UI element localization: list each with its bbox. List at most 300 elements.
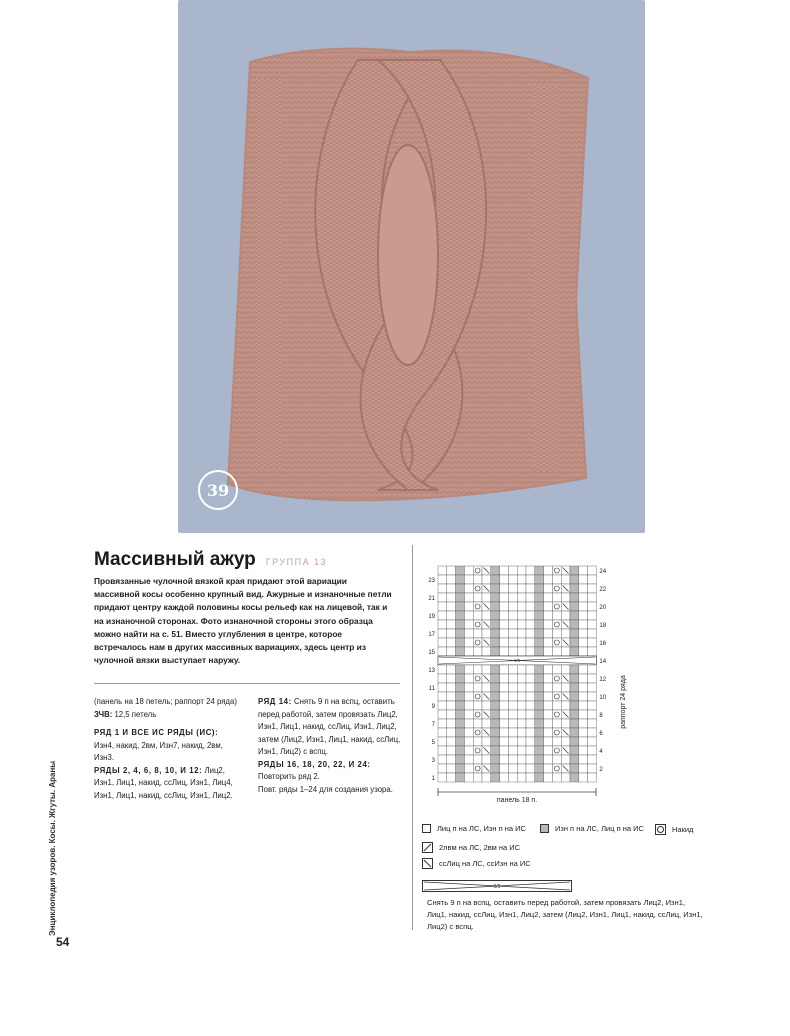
legend-knit-text: Лиц п на ЛС, Изн п на ИС — [437, 824, 526, 833]
chart-cell — [579, 764, 588, 773]
chart-cell — [438, 665, 447, 674]
row-label-left: 1 — [431, 776, 435, 782]
chart-cell — [535, 593, 544, 602]
chart-cell — [482, 773, 491, 782]
chart-cell — [579, 683, 588, 692]
rows-2-heading: РЯДЫ 2, 4, 6, 8, 10, И 12: — [94, 765, 203, 775]
chart-cell — [473, 737, 482, 746]
chart-cell — [438, 611, 447, 620]
chart-cell — [561, 665, 570, 674]
chart-cell — [438, 692, 447, 701]
chart-cell — [552, 710, 561, 719]
chart-cell — [552, 584, 561, 593]
panel-info: (панель на 18 петель; раппорт 24 ряда) — [94, 697, 237, 706]
chart-cell — [570, 728, 579, 737]
chart-cell — [526, 638, 535, 647]
chart-cell — [561, 683, 570, 692]
chart-cell — [500, 638, 509, 647]
chart-cell — [508, 764, 517, 773]
chart-cell — [508, 584, 517, 593]
row-label-right: 14 — [599, 659, 607, 665]
chart-cell — [579, 719, 588, 728]
chart-cell — [500, 674, 509, 683]
chart-cell — [526, 755, 535, 764]
chart-cell — [588, 665, 597, 674]
chart-cell — [508, 647, 517, 656]
chart-cell — [526, 719, 535, 728]
chart-cell — [517, 638, 526, 647]
chart-cell — [456, 710, 465, 719]
row-label-right: 10 — [599, 695, 607, 701]
chart-cell — [482, 719, 491, 728]
chart-cell — [544, 764, 553, 773]
chart-cell — [447, 647, 456, 656]
chart-cell — [535, 701, 544, 710]
chart-cell — [473, 674, 482, 683]
chart-cell — [508, 728, 517, 737]
row-1-text: Изн4, накид, 2вм, Изн7, накид, 2вм, Изн3. — [94, 740, 223, 762]
chart-cell — [438, 710, 447, 719]
chart-cell — [491, 620, 500, 629]
chart-cell — [552, 620, 561, 629]
chart-cell — [570, 719, 579, 728]
chart-cell — [535, 647, 544, 656]
chart-cell — [544, 701, 553, 710]
row-label-left: 15 — [428, 650, 435, 656]
chart-cell — [500, 683, 509, 692]
chart-cell — [464, 638, 473, 647]
gauge-line — [94, 709, 244, 722]
chart-cell — [517, 566, 526, 575]
row-14-line — [258, 696, 404, 759]
legend-k2tog — [422, 842, 520, 853]
chart-cell — [456, 719, 465, 728]
chart-cell — [579, 746, 588, 755]
legend-yo — [655, 824, 693, 835]
chart-cell — [447, 638, 456, 647]
chart-cell — [535, 737, 544, 746]
chart-cell — [588, 566, 597, 575]
chart-cell — [544, 611, 553, 620]
chart-cell — [500, 602, 509, 611]
chart-cell — [588, 584, 597, 593]
chart-cell — [473, 665, 482, 674]
chart-cell — [508, 701, 517, 710]
chart-cell — [588, 620, 597, 629]
chart-cell — [535, 773, 544, 782]
chart-cell — [579, 566, 588, 575]
chart-cell — [552, 755, 561, 764]
chart-cell — [570, 755, 579, 764]
chart-cell — [535, 674, 544, 683]
chart-cell — [508, 683, 517, 692]
chart-cell — [579, 602, 588, 611]
chart-cell — [473, 611, 482, 620]
chart-cell — [535, 566, 544, 575]
row-label-right: 24 — [599, 569, 607, 575]
chart-cell — [570, 620, 579, 629]
chart-cell — [447, 692, 456, 701]
chart-cell — [464, 764, 473, 773]
chart-cell — [500, 737, 509, 746]
row-label-right: 12 — [599, 677, 607, 683]
chart-cell — [456, 764, 465, 773]
chart-cell — [588, 611, 597, 620]
chart-cell — [535, 710, 544, 719]
chart-cell — [456, 602, 465, 611]
chart-cell — [464, 593, 473, 602]
chart-cell — [588, 602, 597, 611]
row-label-left: 19 — [428, 614, 435, 620]
chart-cell — [491, 611, 500, 620]
row-label-left: 5 — [431, 740, 435, 746]
chart-cell — [491, 737, 500, 746]
chart-cell — [447, 719, 456, 728]
chart-cell — [473, 701, 482, 710]
chart-cell — [535, 611, 544, 620]
chart-cell — [526, 764, 535, 773]
chart-cell — [552, 629, 561, 638]
chart-row-labels-right — [599, 569, 606, 773]
chart-cell — [517, 665, 526, 674]
chart-cell — [438, 764, 447, 773]
chart-cell — [500, 620, 509, 629]
chart-cell — [456, 701, 465, 710]
chart-cell — [535, 728, 544, 737]
chart-cell — [508, 773, 517, 782]
chart-grid — [438, 566, 596, 782]
chart-cell — [544, 773, 553, 782]
row-14-heading: РЯД 14: — [258, 697, 292, 706]
chart-cell — [508, 638, 517, 647]
chart-cell — [438, 638, 447, 647]
chart-cell — [588, 710, 597, 719]
chart-cell — [447, 728, 456, 737]
chart-cell — [456, 611, 465, 620]
chart-cell — [473, 638, 482, 647]
chart-cell — [473, 746, 482, 755]
chart-cell — [552, 746, 561, 755]
chart-cell — [447, 755, 456, 764]
chart-cell — [570, 584, 579, 593]
chart-cell — [552, 737, 561, 746]
row-label-left: 7 — [431, 722, 435, 728]
chart-cell — [552, 638, 561, 647]
chart-cell — [517, 728, 526, 737]
chart-cell — [491, 701, 500, 710]
chart-cell — [561, 575, 570, 584]
chart-cell — [535, 629, 544, 638]
chart-cell — [482, 575, 491, 584]
chart-cell — [544, 647, 553, 656]
chart-cell — [561, 719, 570, 728]
row-label-right: 2 — [599, 767, 603, 773]
chart-cell — [456, 647, 465, 656]
chart-cell — [517, 683, 526, 692]
cable-mark-label: 9/9 — [514, 658, 521, 663]
chart-cell — [438, 620, 447, 629]
knitting-chart — [424, 562, 644, 812]
chart-cell — [508, 566, 517, 575]
chart-cell — [482, 647, 491, 656]
chart-cell — [588, 719, 597, 728]
chart-cell — [544, 602, 553, 611]
chart-cell — [588, 701, 597, 710]
chart-cell — [552, 566, 561, 575]
chart-cell — [588, 737, 597, 746]
chart-cell — [526, 701, 535, 710]
chart-cell — [500, 692, 509, 701]
chart-cell — [570, 692, 579, 701]
chart-cell — [570, 746, 579, 755]
chart-cell — [535, 692, 544, 701]
chart-cell — [508, 755, 517, 764]
chart-cell — [544, 719, 553, 728]
chart-cell — [473, 773, 482, 782]
legend-purl — [540, 824, 644, 833]
chart-cell — [579, 692, 588, 701]
chart-cell — [456, 665, 465, 674]
chart-cell — [473, 593, 482, 602]
chart-cell — [464, 683, 473, 692]
book-title-sidebar: Энциклопедия узоров. Косы. Жгуты. Араны — [48, 760, 57, 936]
purl-symbol-icon — [540, 824, 549, 833]
chart-cell — [570, 665, 579, 674]
row-label-right: 16 — [599, 641, 607, 647]
chart-cell — [570, 647, 579, 656]
chart-cell — [517, 611, 526, 620]
chart-cell — [588, 692, 597, 701]
chart-cell — [456, 584, 465, 593]
chart-cell — [491, 755, 500, 764]
chart-cell — [491, 773, 500, 782]
chart-cell — [561, 629, 570, 638]
chart-cell — [464, 674, 473, 683]
chart-cell — [500, 611, 509, 620]
chart-row-labels-left — [428, 578, 435, 782]
chart-cell — [552, 719, 561, 728]
chart-cell — [552, 647, 561, 656]
chart-cell — [552, 773, 561, 782]
chart-cell — [579, 755, 588, 764]
chart-cell — [552, 674, 561, 683]
chart-cell — [544, 629, 553, 638]
chart-cell — [473, 692, 482, 701]
chart-cell — [535, 620, 544, 629]
chart-cell — [544, 728, 553, 737]
chart-cell — [447, 611, 456, 620]
chart-cell — [500, 665, 509, 674]
chart-cell — [588, 629, 597, 638]
row-label-left: 17 — [428, 632, 435, 638]
chart-cell — [491, 710, 500, 719]
chart-cell — [447, 683, 456, 692]
chart-cell — [500, 593, 509, 602]
chart-cell — [491, 629, 500, 638]
chart-cell — [482, 683, 491, 692]
chart-cell — [517, 755, 526, 764]
chart-cell — [570, 737, 579, 746]
row-label-left: 9 — [431, 704, 435, 710]
chart-cell — [588, 764, 597, 773]
chart-cell — [570, 575, 579, 584]
chart-cell — [500, 584, 509, 593]
chart-cell — [500, 755, 509, 764]
chart-cell — [456, 773, 465, 782]
chart-cell — [570, 710, 579, 719]
chart-cell — [517, 719, 526, 728]
chart-cell — [500, 575, 509, 584]
chart-cell — [500, 746, 509, 755]
chart-cell — [579, 593, 588, 602]
chart-cell — [517, 620, 526, 629]
chart-cell — [438, 647, 447, 656]
chart-cell — [579, 620, 588, 629]
chart-cell — [473, 602, 482, 611]
chart-cell — [588, 647, 597, 656]
chart-cell — [456, 593, 465, 602]
chart-cell — [500, 701, 509, 710]
chart-cell — [500, 719, 509, 728]
chart-cell — [500, 773, 509, 782]
chart-cell — [491, 584, 500, 593]
chart-cell — [561, 647, 570, 656]
gauge-label: ЗЧВ: — [94, 709, 113, 719]
chart-cell — [535, 638, 544, 647]
chart-cell — [447, 620, 456, 629]
chart-cell — [579, 584, 588, 593]
chart-cell — [508, 674, 517, 683]
chart-cell — [535, 683, 544, 692]
chart-cell — [588, 593, 597, 602]
chart-cell — [482, 755, 491, 764]
row-label-left: 13 — [428, 668, 435, 674]
chart-cell — [464, 620, 473, 629]
row-label-right: 20 — [599, 605, 607, 611]
chart-cell — [508, 737, 517, 746]
chart-cell — [438, 746, 447, 755]
pattern-number-badge: 39 — [198, 470, 238, 510]
chart-cell — [500, 647, 509, 656]
chart-cell — [456, 728, 465, 737]
chart-cell — [456, 566, 465, 575]
chart-cell — [526, 629, 535, 638]
chart-cell — [508, 593, 517, 602]
chart-cell — [438, 701, 447, 710]
chart-cell — [526, 647, 535, 656]
chart-cell — [447, 602, 456, 611]
chart-panel-label: панель 18 п. — [496, 797, 538, 804]
chart-cell — [508, 746, 517, 755]
chart-cell — [526, 746, 535, 755]
chart-cell — [438, 728, 447, 737]
chart-cell — [473, 647, 482, 656]
chart-cell — [491, 593, 500, 602]
chart-cell — [508, 692, 517, 701]
rows-16-text: Повторить ряд 2. — [258, 772, 320, 781]
section-divider — [94, 683, 400, 684]
chart-cell — [438, 755, 447, 764]
chart-cell — [570, 674, 579, 683]
chart-cell — [473, 764, 482, 773]
chart-cell — [588, 755, 597, 764]
chart-cell — [570, 701, 579, 710]
chart-cell — [517, 584, 526, 593]
chart-cell — [588, 683, 597, 692]
chart-cell — [517, 692, 526, 701]
chart-cell — [517, 593, 526, 602]
row-label-right: 6 — [599, 731, 603, 737]
legend-yo-text: Накид — [672, 825, 694, 834]
chart-cell — [544, 566, 553, 575]
pattern-heading — [94, 549, 327, 571]
rows-16-heading: РЯДЫ 16, 18, 20, 22, И 24: — [258, 759, 371, 769]
chart-cell — [544, 710, 553, 719]
chart-cell — [473, 620, 482, 629]
chart-cell — [588, 746, 597, 755]
chart-cell — [491, 719, 500, 728]
chart-cell — [561, 773, 570, 782]
chart-cell — [491, 692, 500, 701]
chart-cell — [561, 611, 570, 620]
row-label-left: 23 — [428, 578, 435, 584]
chart-cell — [579, 575, 588, 584]
chart-cell — [464, 566, 473, 575]
row-label-right: 22 — [599, 587, 607, 593]
chart-cell — [561, 755, 570, 764]
rows-2-line — [94, 765, 244, 803]
chart-cell — [456, 674, 465, 683]
chart-cell — [447, 575, 456, 584]
column-divider — [412, 545, 413, 930]
legend-ssk-text: ссЛиц на ЛС, ссИзн на ИС — [439, 859, 531, 868]
chart-cell — [552, 593, 561, 602]
chart-cell — [544, 665, 553, 674]
instructions-left — [94, 696, 244, 802]
chart-cell — [447, 746, 456, 755]
chart-cell — [544, 755, 553, 764]
chart-cell — [535, 602, 544, 611]
chart-cell — [526, 683, 535, 692]
chart-cell — [552, 728, 561, 737]
chart-cell — [438, 719, 447, 728]
chart-cell — [447, 701, 456, 710]
chart-cell — [508, 719, 517, 728]
chart-cell — [447, 593, 456, 602]
gauge-value: 12,5 петель — [114, 709, 157, 719]
chart-cell — [552, 575, 561, 584]
chart-cell — [482, 611, 491, 620]
chart-cell — [517, 602, 526, 611]
pattern-description: Провязанные чулочной вязкой края придают этой вариации массивной косы особенно крупный вид. Ажурные и изнаночные петли придают центру каждой половины косы рельеф как на лицевой, так и на изнаночной сторонах. Фото изнаночной стороны этого образца можно найти на с. 51. Вместо углубления в центре, которое встречалось нам в других массивных вариациях, здесь центр из чулочной вязки выступает наружу. — [94, 576, 392, 666]
chart-cell — [456, 746, 465, 755]
chart-cell — [561, 737, 570, 746]
instructions-right — [258, 696, 404, 796]
chart-cell — [482, 665, 491, 674]
chart-cell — [517, 710, 526, 719]
chart-cell — [473, 755, 482, 764]
chart-cell — [438, 674, 447, 683]
chart-cell — [526, 602, 535, 611]
chart-cell — [552, 611, 561, 620]
chart-cell — [588, 575, 597, 584]
chart-cell — [464, 611, 473, 620]
chart-cell — [464, 692, 473, 701]
chart-cell — [526, 728, 535, 737]
chart-cell — [456, 638, 465, 647]
chart-cell — [544, 584, 553, 593]
chart-cell — [473, 710, 482, 719]
